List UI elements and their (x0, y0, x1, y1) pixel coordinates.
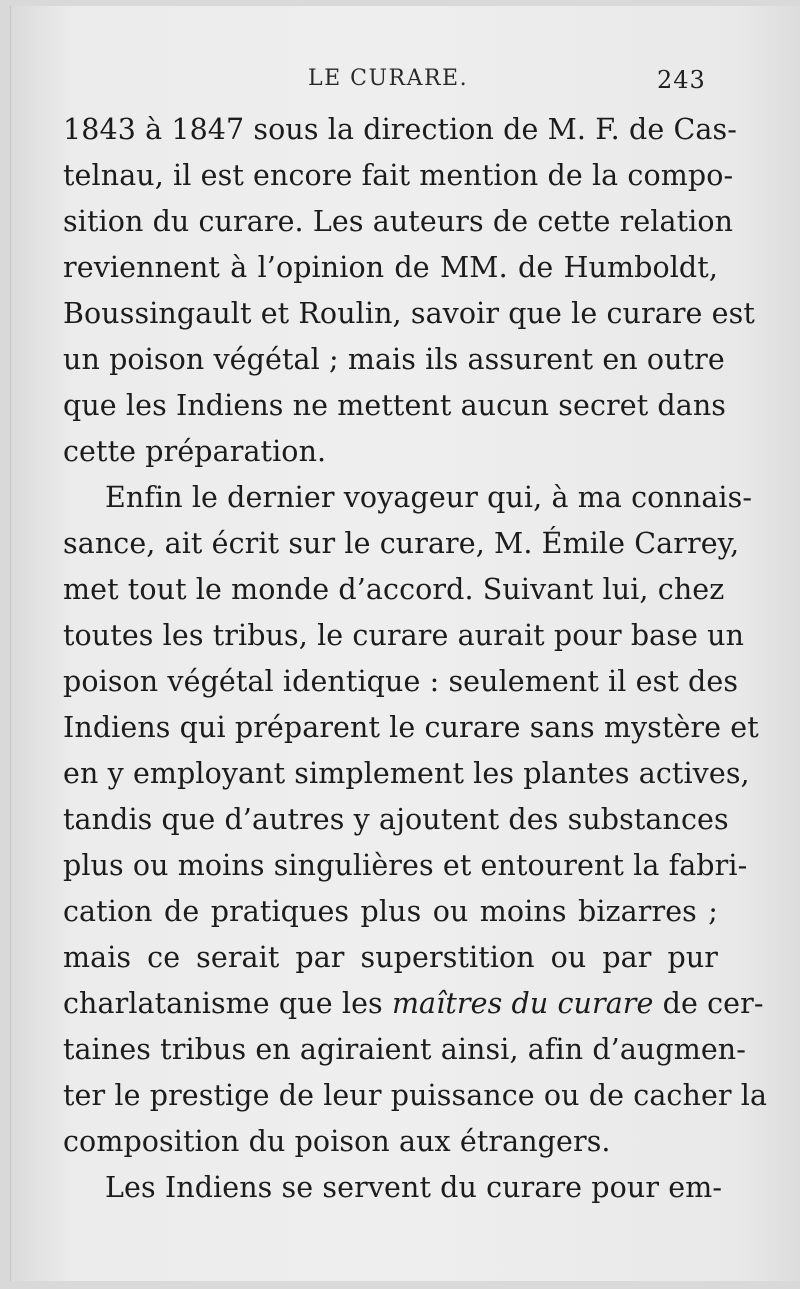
text-line: poison végétal identique : seulement il est des (63, 665, 739, 698)
text-line: un poison végétal ; mais ils assurent en outre (63, 343, 725, 376)
text-line: plus ou moins singulières et entourent la fabri- (63, 849, 748, 882)
text-line: Boussingault et Roulin, savoir que le curare est (63, 297, 755, 330)
paragraph-2 (63, 475, 768, 1165)
text-line: telnau, il est encore fait mention de la compo- (63, 159, 734, 192)
italic-phrase: maîtres du curare (391, 987, 654, 1020)
paragraph-1 (63, 107, 755, 475)
text-segment: charlatanisme que les (63, 987, 383, 1020)
text-segment: de cer- (662, 987, 764, 1020)
text-line: toutes les tribus, le curare aurait pour base un (63, 619, 745, 652)
text-line: composition du poison aux étrangers. (63, 1125, 611, 1158)
text-line: cation de pratiques plus ou moins bizarres ; (63, 895, 718, 928)
text-line: sition du curare. Les auteurs de cette relation (63, 205, 734, 238)
running-title: LE CURARE. (308, 66, 469, 91)
text-line: 1843 à 1847 sous la direction de M. F. de Cas- (63, 113, 737, 146)
text-line: Les Indiens se servent du curare pour em- (105, 1171, 723, 1204)
text-line-with-italic (63, 981, 764, 1027)
text-line: Indiens qui préparent le curare sans mystère et (63, 711, 759, 744)
text-line: cette préparation. (63, 435, 327, 468)
text-line: ter le prestige de leur puissance ou de cacher la (63, 1079, 768, 1112)
text-line: Enfin le dernier voyageur qui, à ma connais- (105, 481, 753, 514)
text-line: tandis que d’autres y ajoutent des substances (63, 803, 729, 836)
page-number: 243 (657, 66, 706, 94)
text-line: met tout le monde d’accord. Suivant lui, chez (63, 573, 725, 606)
text-line: reviennent à l’opinion de MM. de Humboldt, (63, 251, 718, 284)
text-line: sance, ait écrit sur le curare, M. Émile Carrey, (63, 527, 740, 560)
body-text (63, 107, 768, 1211)
book-page (10, 6, 800, 1281)
text-line: que les Indiens ne mettent aucun secret dans (63, 389, 727, 422)
text-line: taines tribus en agiraient ainsi, afin d’augmen- (63, 1033, 746, 1066)
text-line: mais ce serait par superstition ou par pur (63, 941, 718, 974)
text-line: en y employant simplement les plantes actives, (63, 757, 750, 790)
running-header (11, 66, 800, 100)
paragraph-3 (63, 1165, 723, 1211)
